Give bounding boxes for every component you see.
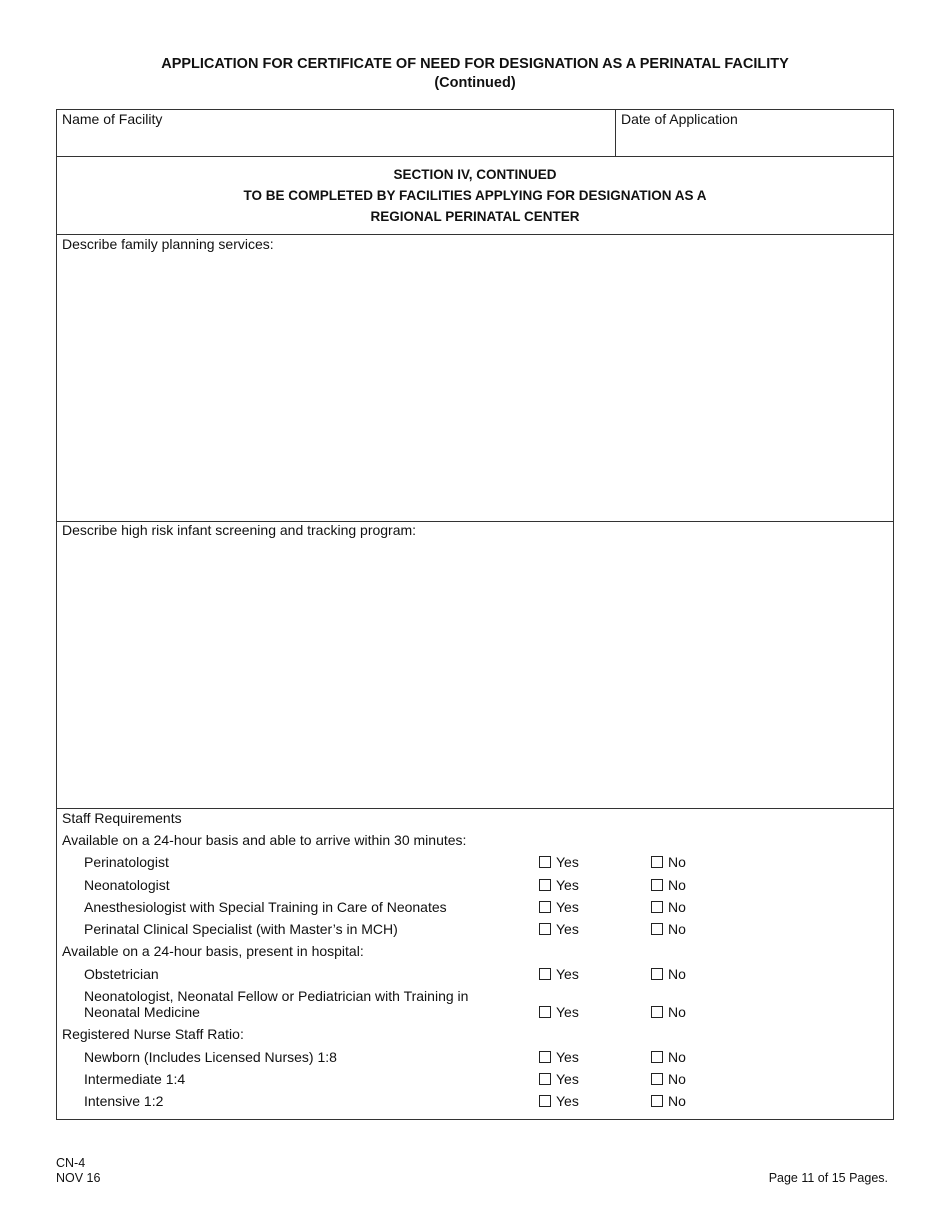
yes-checkbox[interactable] xyxy=(539,966,579,982)
checkbox-icon xyxy=(651,901,663,913)
no-checkbox[interactable] xyxy=(651,1004,686,1020)
screening-program-field[interactable] xyxy=(57,542,893,808)
yes-checkbox[interactable] xyxy=(539,1004,579,1020)
no-label: No xyxy=(668,1049,686,1065)
no-checkbox[interactable] xyxy=(651,899,686,915)
staff-group-in-hospital-label: Available on a 24-hour basis, present in hospital: xyxy=(62,943,364,959)
staff-item-label: Intermediate 1:4 xyxy=(84,1071,186,1087)
checkbox-icon xyxy=(651,968,663,980)
no-label: No xyxy=(668,1071,686,1087)
no-checkbox[interactable] xyxy=(651,854,686,870)
checkbox-icon xyxy=(651,1051,663,1063)
staff-item-label: Neonatologist, Neonatal Fellow or Pediatrician with Training in xyxy=(84,988,469,1004)
checkbox-icon xyxy=(539,1095,551,1107)
no-label: No xyxy=(668,1004,686,1020)
checkbox-icon xyxy=(539,923,551,935)
yes-label: Yes xyxy=(556,1049,579,1065)
family-planning-field[interactable] xyxy=(57,255,893,521)
yes-checkbox[interactable] xyxy=(539,1071,579,1087)
yes-label: Yes xyxy=(556,1071,579,1087)
yes-label: Yes xyxy=(556,921,579,937)
checkbox-icon xyxy=(539,901,551,913)
form-date: NOV 16 xyxy=(56,1171,101,1185)
yes-checkbox[interactable] xyxy=(539,899,579,915)
divider xyxy=(57,234,893,235)
staff-item-label-continued: Neonatal Medicine xyxy=(84,1004,200,1020)
divider xyxy=(57,808,893,809)
facility-name-label: Name of Facility xyxy=(62,111,163,127)
staff-item-label: Perinatal Clinical Specialist (with Master’s in MCH) xyxy=(84,921,398,937)
no-label: No xyxy=(668,921,686,937)
yes-label: Yes xyxy=(556,1004,579,1020)
checkbox-icon xyxy=(539,1051,551,1063)
no-checkbox[interactable] xyxy=(651,1071,686,1087)
checkbox-icon xyxy=(651,923,663,935)
staff-group-on-call-label: Available on a 24-hour basis and able to arrive within 30 minutes: xyxy=(62,832,467,848)
checkbox-icon xyxy=(539,1006,551,1018)
page-number: Page 11 of 15 Pages. xyxy=(768,1171,888,1185)
screening-program-label: Describe high risk infant screening and tracking program: xyxy=(62,522,417,538)
checkbox-icon xyxy=(539,968,551,980)
staff-item-label: Neonatologist xyxy=(84,877,170,893)
no-label: No xyxy=(668,1093,686,1109)
divider xyxy=(57,156,893,157)
date-of-application-label: Date of Application xyxy=(621,111,738,127)
staff-item-label: Perinatologist xyxy=(84,854,169,870)
yes-label: Yes xyxy=(556,877,579,893)
yes-checkbox[interactable] xyxy=(539,1093,579,1109)
no-label: No xyxy=(668,966,686,982)
date-of-application-field[interactable] xyxy=(616,110,894,156)
yes-label: Yes xyxy=(556,966,579,982)
checkbox-icon xyxy=(651,856,663,868)
staff-item-label: Intensive 1:2 xyxy=(84,1093,164,1109)
no-checkbox[interactable] xyxy=(651,966,686,982)
yes-checkbox[interactable] xyxy=(539,1049,579,1065)
checkbox-icon xyxy=(651,1095,663,1107)
no-checkbox[interactable] xyxy=(651,877,686,893)
yes-checkbox[interactable] xyxy=(539,921,579,937)
facility-name-field[interactable] xyxy=(57,110,615,156)
checkbox-icon xyxy=(651,879,663,891)
nurse-ratio-label: Registered Nurse Staff Ratio: xyxy=(62,1026,244,1042)
yes-checkbox[interactable] xyxy=(539,877,579,893)
section-subheading-2: REGIONAL PERINATAL CENTER xyxy=(370,209,580,224)
yes-label: Yes xyxy=(556,1093,579,1109)
yes-checkbox[interactable] xyxy=(539,854,579,870)
no-label: No xyxy=(668,899,686,915)
form-title: APPLICATION FOR CERTIFICATE OF NEED FOR DESIGNATION AS A PERINATAL FACILITY xyxy=(161,56,789,72)
staff-item-label: Obstetrician xyxy=(84,966,159,982)
staff-requirements-heading: Staff Requirements xyxy=(62,810,182,826)
checkbox-icon xyxy=(651,1006,663,1018)
form-code: CN-4 xyxy=(56,1156,86,1170)
checkbox-icon xyxy=(651,1073,663,1085)
staff-item-label: Newborn (Includes Licensed Nurses) 1:8 xyxy=(84,1049,337,1065)
staff-item-label: Anesthesiologist with Special Training in Care of Neonates xyxy=(84,899,447,915)
application-form xyxy=(56,109,894,1120)
yes-label: Yes xyxy=(556,854,579,870)
no-checkbox[interactable] xyxy=(651,1093,686,1109)
no-checkbox[interactable] xyxy=(651,921,686,937)
section-subheading: TO BE COMPLETED BY FACILITIES APPLYING FOR DESIGNATION AS A xyxy=(243,188,707,203)
family-planning-label: Describe family planning services: xyxy=(62,236,274,252)
no-checkbox[interactable] xyxy=(651,1049,686,1065)
no-label: No xyxy=(668,877,686,893)
checkbox-icon xyxy=(539,1073,551,1085)
section-heading: SECTION IV, CONTINUED xyxy=(393,167,557,182)
no-label: No xyxy=(668,854,686,870)
yes-label: Yes xyxy=(556,899,579,915)
checkbox-icon xyxy=(539,856,551,868)
checkbox-icon xyxy=(539,879,551,891)
form-subtitle: (Continued) xyxy=(434,75,516,91)
